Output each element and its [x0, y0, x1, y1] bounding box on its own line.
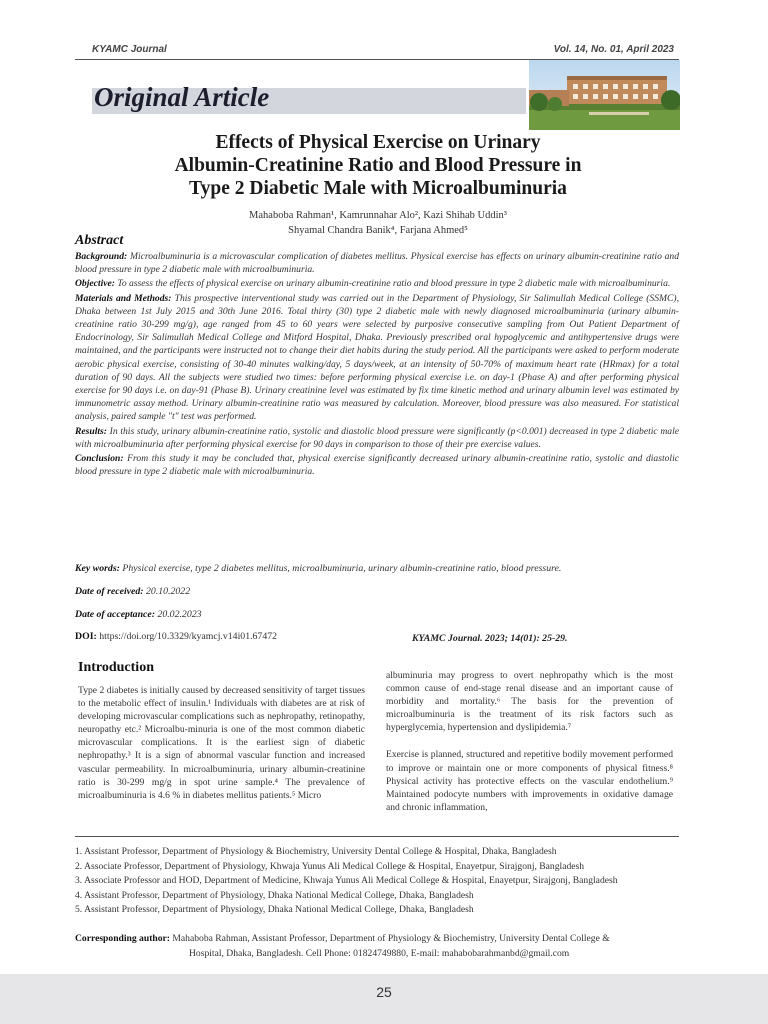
corresponding-author: Corresponding author: Mahaboba Rahman, Assistant Professor, Department of Physiology & Biochemistry, University Dental College & Hospital, Dhaka, Bangladesh. Cell Phone: 01824749880, E-mail: mahabobarahmanbd@gmail.com — [75, 933, 610, 959]
journal-name: KYAMC Journal — [92, 44, 167, 55]
abstract-conclusion: Conclusion: From this study it may be concluded that, physical exercise significantly decreased urinary albumin-creatinine ratio, systolic and diastolic blood pressure in type 2 diabetic male with microalbuminuria. — [75, 453, 679, 478]
body-column-left — [78, 684, 365, 816]
journal-citation: KYAMC Journal. 2023; 14(01): 25-29. — [412, 633, 568, 644]
abstract-heading: Abstract — [75, 233, 124, 248]
page-number: 25 — [376, 984, 392, 1000]
author-line: Shyamal Chandra Banik⁴, Farjana Ahmed⁵ — [288, 225, 468, 236]
footnote: 2. Associate Professor, Department of Physiology, Khwaja Yunus Ali Medical College & Hospital, Enayetpur, Sirajgonj, Bangladesh — [75, 860, 585, 872]
article-type-label: Original Article — [94, 82, 270, 112]
footnote: 1. Assistant Professor, Department of Physiology & Biochemistry, University Dental College & Hospital, Dhaka, Bangladesh — [75, 846, 557, 857]
introduction-heading: Introduction — [78, 660, 154, 675]
title-line: Type 2 Diabetic Male with Microalbuminuria — [189, 178, 567, 199]
date-accepted: Date of acceptance: 20.02.2023 — [75, 609, 202, 620]
title-line: Albumin-Creatinine Ratio and Blood Pressure in — [174, 155, 582, 176]
keywords: Key words: Physical exercise, type 2 diabetes mellitus, microalbuminuria, urinary albumin-creatinine ratio, blood pressure. — [75, 563, 562, 574]
author-list — [120, 208, 636, 238]
date-received: Date of received: 20.10.2022 — [75, 586, 191, 597]
paragraph: albuminuria may progress to overt nephropathy which is the most common cause of end-stage renal disease and an important cause of morbidity and mortality.⁶ The basis for the prevention of microalbuminuria is the treatment of its risk factors such as hyperglycemia, hypertension and dyslipidemia.⁷ — [386, 670, 673, 734]
footnote-rule — [75, 836, 679, 837]
paragraph: Exercise is planned, structured and repetitive bodily movement performed to improve or maintain one or more components of physical fitness.⁸ Physical activity has protective effects on the vascular endothelium.⁹ Maintained podocyte numbers with improvements in oxidative damage and chronic inflammation, — [386, 749, 673, 813]
footnote: 5. Assistant Professor, Department of Physiology, Dhaka National Medical College, Dhaka, Bangladesh — [75, 904, 474, 916]
abstract-body — [75, 250, 679, 479]
author-line: Mahaboba Rahman¹, Kamrunnahar Alo², Kazi Shihab Uddin³ — [249, 210, 507, 221]
abstract-results: Results: In this study, urinary albumin-creatinine ratio, systolic and diastolic blood pressure were significantly (p<0.001) decreased in type 2 diabetic male with microalbuminuria after performing physical exercise for 90 days in comparison to those of their pre exercise values. — [75, 425, 679, 450]
doi-link[interactable]: https://doi.org/10.3329/kyamcj.v14i01.67472 — [99, 631, 278, 642]
article-title — [100, 131, 656, 200]
affiliation-footnotes — [75, 845, 715, 918]
abstract-methods: Materials and Methods: This prospective interventional study was carried out in the Department of Physiology, Sir Salimullah Medical College (SSMC), Dhaka between 1st July 2015 and 30th June 2016. Total thirty (30) type 2 diabetic male with newly diagnosed microalbuminuria (urinary albumin-creatinine ratio 30-299 mg/g), age ranged from 45 to 60 years were selected by purposive consecutive sampling from Out Patient Department of Endocrinology, Sir Salimullah Medical College and Mitford Hospital, Dhaka. Previously prescribed oral hypoglycemic and antihypertensive drugs were maintained, and the participants were instructed not to change their diet habits during the study period. All the participants were asked to perform moderate aerobic physical exercise, consisting of 30-40 minutes walking/day, 5 days/week, at an intensity of 50-70% of maximum heart rate (HRmax) for a total duration of 90 days. All the subjects were studied two times: before performing physical exercise i.e. on day-1 (Phase A) and after performing physical exercise for 90 days i.e. on day-91 (Phase B). Urinary creatinine level was estimated by fix time kinetic method and urinary albumin level was estimated by immunometric assay method. Urinary albumin-creatinine ratio was measured by calculation. Moreover, blood pressure was also measured. For statistical analysis, paired sample "t" test was performed. — [75, 292, 679, 423]
title-line: Effects of Physical Exercise on Urinary — [215, 132, 541, 153]
paragraph: Type 2 diabetes is initially caused by decreased sensitivity of target tissues to the metabolic effect of insulin.¹ Individuals with diabetes are at risk of developing microvascular complications such as nephropathy, retinopathy, neuropathy etc.² Microalbu-minuria is one of the most common diabetic microvascular complications. It is the earliest sign of diabetic nephropathy.³ It is a sign of abnormal vascular function and increased vascular permeability. In microalbuminuria, urinary albumin-creatinine ratio is 30-299 mg/g in spot urine sample.⁴ The prevalence of microalbuminuria is 4.6 % in diabetes mellitus patients.⁵ Micro — [78, 685, 365, 801]
campus-photo — [529, 60, 680, 130]
doi: DOI: https://doi.org/10.3329/kyamcj.v14i01.67472 — [75, 631, 278, 642]
body-column-right — [386, 669, 673, 828]
footnote: 4. Assistant Professor, Department of Physiology, Dhaka National Medical College, Dhaka, Bangladesh — [75, 889, 474, 901]
abstract-objective: Objective: To assess the effects of physical exercise on urinary albumin-creatinine ratio and blood pressure in type 2 diabetic male with microalbuminuria. — [75, 278, 671, 290]
abstract-background: Background: Microalbuminuria is a microvascular complication of diabetes mellitus. Physical exercise has effects on urinary albumin-creatinine ratio and blood pressure in type 2 diabetic male with microalbuminuria. — [75, 251, 679, 276]
footnote: 3. Associate Professor and HOD, Department of Medicine, Khwaja Yunus Ali Medical College & Hospital, Enayetpur, Sirajgonj, Bangladesh — [75, 875, 618, 887]
journal-volume: Vol. 14, No. 01, April 2023 — [553, 44, 674, 55]
